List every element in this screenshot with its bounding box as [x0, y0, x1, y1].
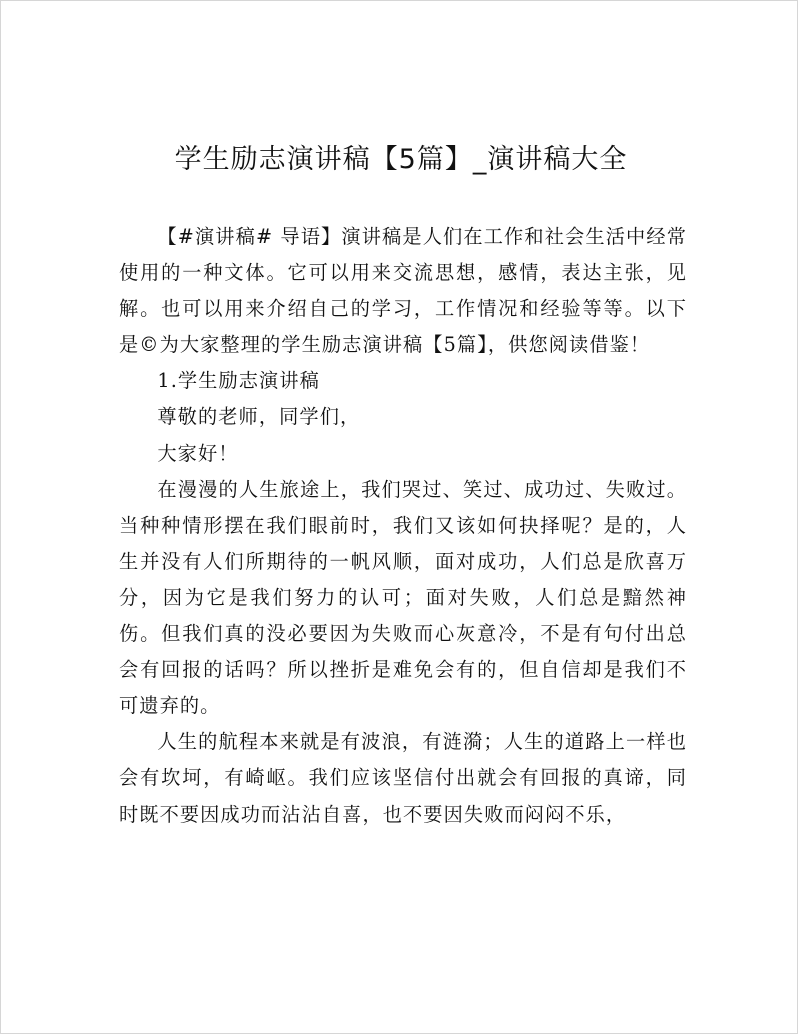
paragraph-section-heading: 1.学生励志演讲稿 [157, 369, 320, 393]
paragraph-salutation: 尊敬的老师，同学们， [157, 405, 361, 429]
document-title: 学生励志演讲稿【5篇】_演讲稿大全 [174, 144, 628, 175]
paragraph-body-2: 人生的航程本来就是有波浪，有涟漪；人生的道路上一样也会有坎坷，有崎岖。我们应该坚信付出就会有回报的真谛，同时既不要因成功而沾沾自喜，也不要因失败而闷闷不乐， [119, 730, 687, 826]
paragraph-greeting: 大家好！ [157, 441, 239, 465]
paragraph-body-1: 在漫漫的人生旅途上，我们哭过、笑过、成功过、失败过。当种种情形摆在我们眼前时，我们又该如何抉择呢？是的，人生并没有人们所期待的一帆风顺，面对成功，人们总是欣喜万分，因为它是我们努力的认可；面对失败，人们总是黯然神伤。但我们真的没必要因为失败而心灰意冷，不是有句付出总会有回报的话吗？所以挫折是难免会有的，但自信却是我们不可遗弃的。 [119, 477, 687, 718]
paragraph-intro: 【#演讲稿# 导语】演讲稿是人们在工作和社会生活中经常使用的一种文体。它可以用来交流思想，感情，表达主张，见解。也可以用来介绍自己的学习，工作情况和经验等等。以下是©为大家整理的学生励志演讲稿【5篇】，供您阅读借鉴！ [119, 225, 687, 357]
document-body [119, 219, 687, 833]
